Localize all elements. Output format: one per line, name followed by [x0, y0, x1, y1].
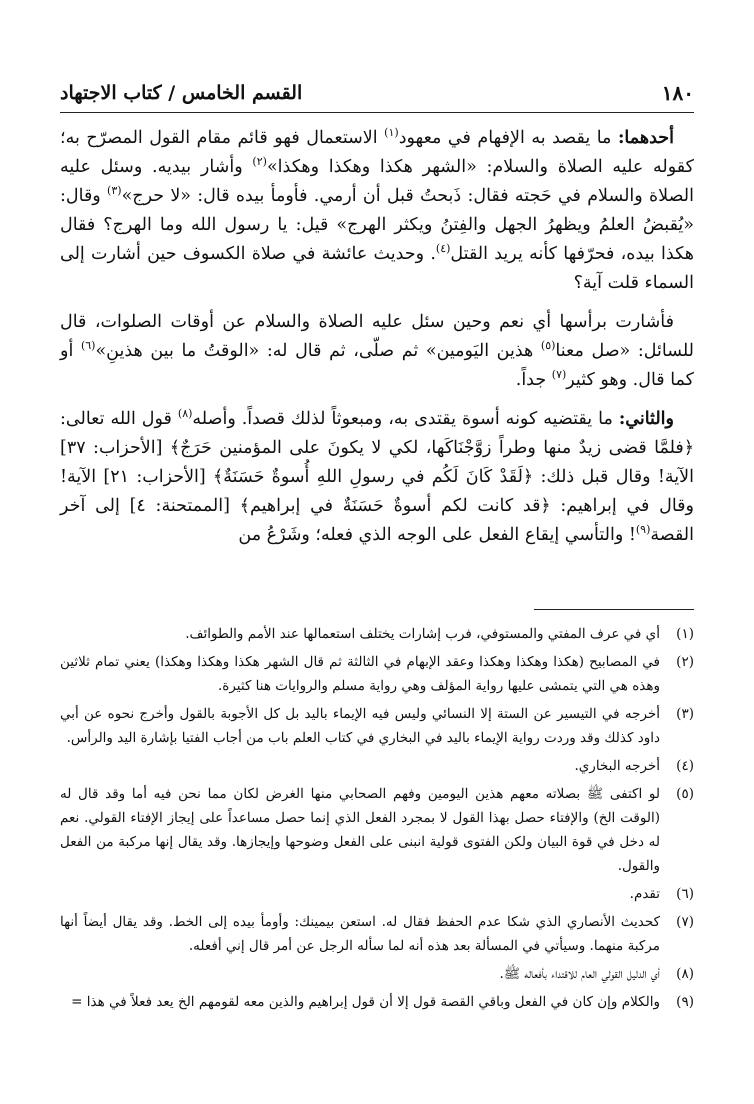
main-text	[60, 124, 694, 560]
footnote-number: (٣)	[676, 706, 694, 722]
section-title: القسم الخامس / كتاب الاجتهاد	[60, 82, 303, 104]
footnote-number: (٦)	[676, 886, 694, 902]
footnote-number: (٥)	[676, 786, 694, 802]
footnote-number: (٢)	[676, 654, 694, 670]
footnote	[60, 910, 694, 958]
footnote-text: لو اكتفى ﷺ بصلاته معهم هذين اليومين وفهم الصحابي منها الغرض لكان مما نحن فيه أما وقد قال له (الوقت الخ) والإفتاء حصل بهذا القول لا بمجرد الفعل الذي إنما حصل مساعداً على إيجاز الإفتاء القولي. نعم له دخل في قوة البيان ولكن الفتوى قولية انبنى على الفعل وضوحها وإيجازها. وقد يقال إنها مركبة من الفعل والقول.	[60, 786, 660, 874]
footnote-text: في المصابيح (هكذا وهكذا وهكذا وعقد الإبهام في الثالثة ثم قال الشهر هكذا وهكذا وهكذا) يعني تمام ثلاثين وهذه هي التي يتمشى عليها رواية المؤلف وهي رواية مسلم والروايات هنا كثيرة.	[60, 654, 660, 694]
footnote-ref[interactable]: (١)	[384, 126, 399, 140]
paragraph-text: أو كما قال. وهو كثير	[60, 341, 694, 390]
footnote-ref[interactable]: (٦)	[80, 339, 96, 353]
footnote-number: (١)	[676, 626, 694, 642]
footnote-text: أخرجه في التيسير عن الستة إلا النسائي وليس فيه الإيماء باليد بل كل الأجوبة بالقول وأخرج نحوه عن أبي داود كذلك وقد وردت رواية الإيماء باليد في البخاري في كتاب العلم باب من أجاب الفتيا بإشارة اليد والرأس.	[60, 706, 660, 746]
footnote	[60, 990, 694, 1014]
footnote-ref[interactable]: (٤)	[435, 242, 451, 256]
paragraph-text: هذين اليَومين» ثم صلّى، ثم قال له: «الوقتُ ما بين هذينِ»	[95, 341, 534, 361]
footnote-divider	[534, 609, 694, 610]
footnote-number: (٩)	[676, 994, 694, 1010]
paragraph-text: وقال: «يُقبضُ العلمُ ويظهرُ الجهل والفِتنُ ويكثر الهرج» قيل: يا رسول الله وما الهرج؟ فقال هكذا بيده، فحرّفها كأنه يريد القتل	[60, 186, 694, 264]
footnote	[60, 882, 694, 906]
paragraph-text: الاستعمال فهو قائم مقام القول المصرّح به؛ كقوله عليه الصلاة والسلام: «الشهر هكذا وهكذا وهكذا»	[60, 128, 694, 177]
footnote-ref[interactable]: (٢)	[252, 155, 267, 169]
footnote-text: أخرجه البخاري.	[574, 758, 660, 774]
footnote-text: تقدم.	[629, 886, 660, 902]
paragraph-third	[60, 405, 694, 550]
paragraph-text: ! والتأسي إيقاع الفعل على الوجه الذي فعله؛ وشَرْعُ من	[238, 525, 636, 545]
paragraph-text: وأشار بيديه. وسئل عليه الصلاة والسلام في حَجته فقال: ذَبحتُ قبل أن أرمي. فأومأ بيده قال: «لا حرج»	[60, 157, 694, 206]
running-header	[60, 80, 694, 114]
footnote-ref[interactable]: (٩)	[635, 523, 651, 537]
paragraph-lead: والثاني:	[618, 409, 674, 429]
footnote-number: (٧)	[676, 914, 694, 930]
footnote-text: كحديث الأنصاري الذي شكا عدم الحفظ فقال له. استعن بيمينك: وأومأ بيده إلى الخط. وقد يقال أيضاً أنها مركبة منهما. وسيأتي في المسألة بعد هذه أنه لما سأله الرجل عن أمر قال إني أفعله.	[60, 914, 660, 954]
page-number: ١٨٠	[661, 81, 694, 105]
footnote	[60, 962, 694, 986]
paragraph-second	[60, 308, 694, 395]
paragraph-first	[60, 124, 694, 298]
footnote-text: أي الدليل القولي العام للاقتداء بأفعاله ﷺ.	[499, 966, 660, 982]
footnote-number: (٨)	[676, 966, 694, 982]
footnote	[60, 702, 694, 750]
paragraph-text: فأشارت برأسها أي نعم وحين سئل عليه الصلاة والسلام عن أوقات الصلوات، قال للسائل: «صل معنا	[60, 312, 694, 361]
footnote-ref[interactable]: (٧)	[551, 368, 567, 382]
paragraph-text: ما يقصد به الإفهام في معهود	[398, 128, 612, 148]
footnote-number: (٤)	[676, 758, 694, 774]
footnote-ref[interactable]: (٣)	[107, 184, 122, 198]
footnotes-list	[60, 622, 694, 1018]
footnote-text: أي في عرف المفتي والمستوفي، فرب إشارات يختلف استعمالها عند الأمم والطوائف.	[185, 626, 660, 642]
footnote-ref[interactable]: (٥)	[540, 339, 556, 353]
footnote	[60, 754, 694, 778]
header-divider	[60, 112, 694, 113]
footnote-ref[interactable]: (٨)	[177, 407, 193, 421]
footnote	[60, 650, 694, 698]
paragraph-text: قول الله تعالى: ﴿فلمَّا قضى زيدٌ منها وطراً زوَّجْنَاكَها، لكي لا يكونَ على المؤمنين حَرَجٌ﴾ [الأحزاب: ٣٧] الآية! وقال قبل ذلك: ﴿لَقَدْ كَانَ لَكُم في رسولِ اللهِ أُسوةٌ حَسَنَةٌ﴾ [الأحزاب: ٢١] الآية! وقال في إبراهيم: ﴿قد كانت لكم أسوةٌ حَسَنَةٌ في إبراهيم﴾ [الممتحنة: ٤] إلى آخر القصة	[60, 409, 695, 545]
footnote	[60, 782, 694, 878]
paragraph-text: جداً.	[515, 370, 547, 390]
footnote	[60, 622, 694, 646]
footnote-text: والكلام وإن كان في الفعل وباقي القصة قول إلا أن قول إبراهيم والذين معه لقومهم الخ يعد فعلاً في هذا =	[71, 994, 660, 1010]
paragraph-lead: أحدهما:	[617, 128, 674, 148]
paragraph-text: ما يقتضيه كونه أسوة يقتدى به، ومبعوثاً لذلك قصداً. وأصله	[192, 409, 613, 429]
paragraph-text: . وحديث عائشة في صلاة الكسوف حين أشارت إلى السماء قلت آية؟	[60, 244, 694, 293]
